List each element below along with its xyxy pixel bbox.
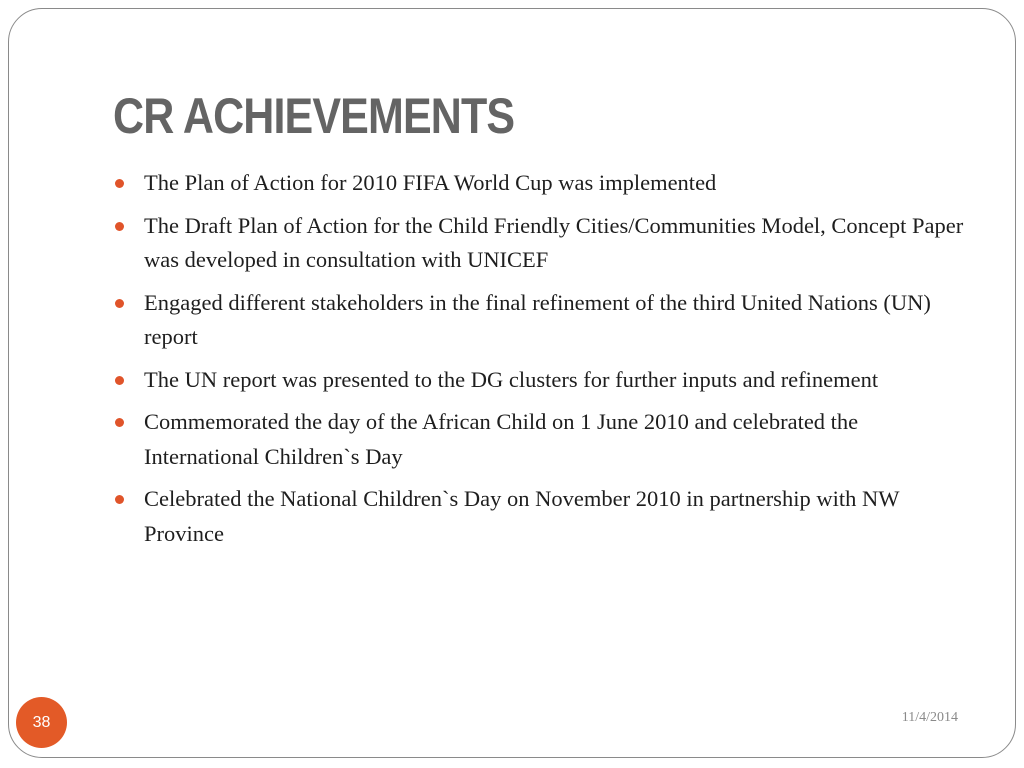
bullet-item (112, 166, 972, 201)
bullet-icon (115, 376, 124, 385)
bullet-item (112, 209, 972, 278)
bullet-text: The Plan of Action for 2010 FIFA World Cup was implemented (144, 170, 717, 195)
bullet-item (112, 482, 972, 551)
bullet-text: Celebrated the National Children`s Day on November 2010 in partnership with NW Province (144, 486, 900, 546)
slide-date: 11/4/2014 (901, 710, 958, 725)
bullet-item (112, 286, 972, 355)
bullet-item (112, 405, 972, 474)
bullet-icon (115, 179, 124, 188)
bullet-item (112, 363, 972, 398)
bullet-text: The Draft Plan of Action for the Child Friendly Cities/Communities Model, Concept Paper was developed in consultation with UNICEF (144, 212, 964, 272)
bullet-text: Engaged different stakeholders in the final refinement of the third United Nations (UN) report (144, 289, 931, 349)
bullet-icon (115, 299, 124, 308)
bullet-icon (115, 418, 124, 427)
slide-title: CR ACHIEVEMENTS (113, 88, 515, 144)
bullet-icon (115, 495, 124, 504)
bullet-list (112, 166, 972, 559)
bullet-text: Commemorated the day of the African Child on 1 June 2010 and celebrated the International Children`s Day (144, 409, 859, 469)
slide-number-badge: 38 (16, 697, 67, 748)
bullet-text: The UN report was presented to the DG clusters for further inputs and refinement (144, 366, 879, 392)
bullet-icon (115, 222, 124, 231)
